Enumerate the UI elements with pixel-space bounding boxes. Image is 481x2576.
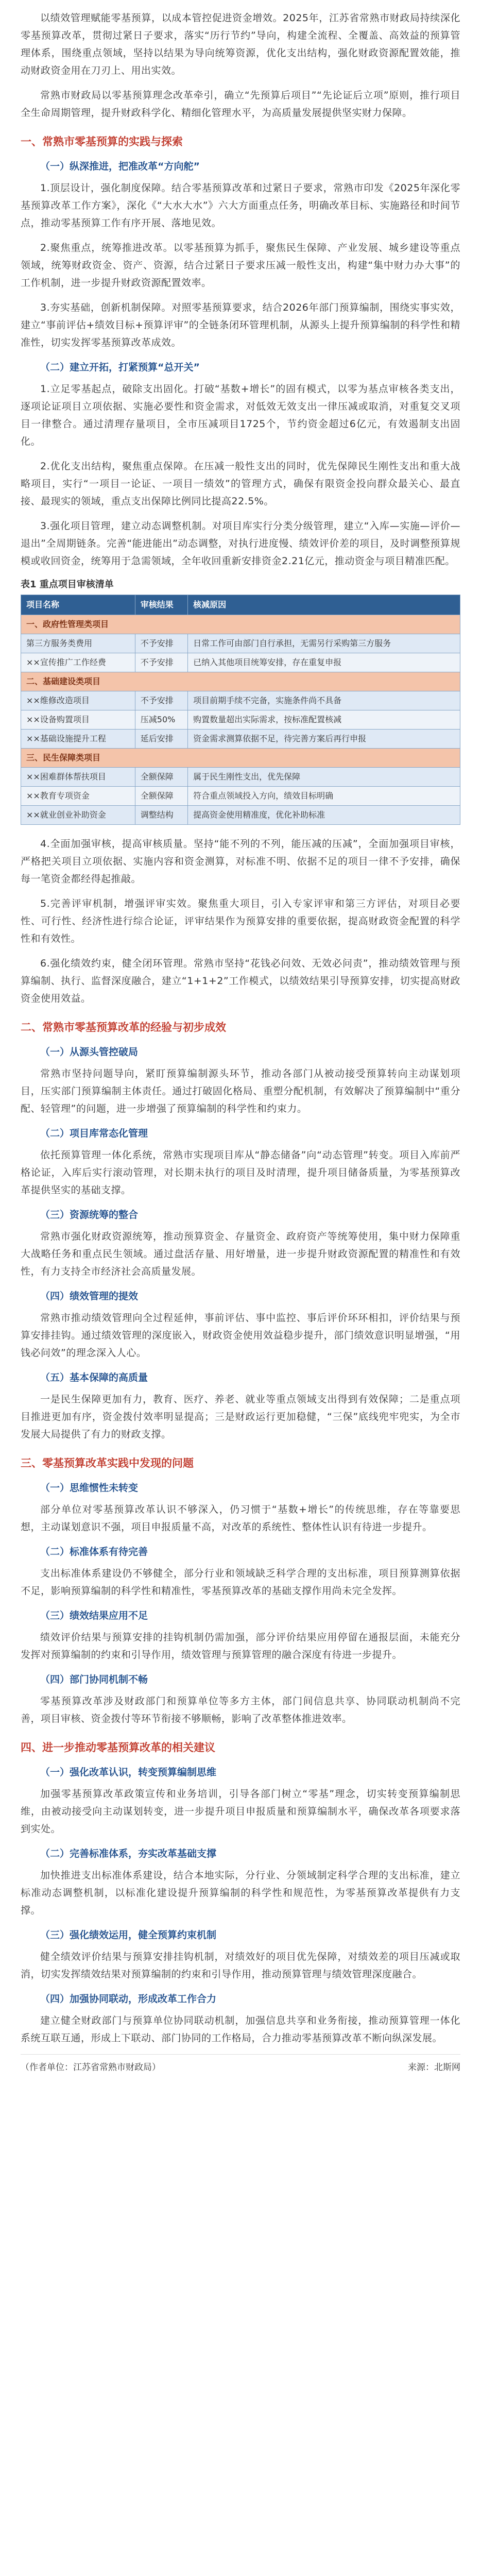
subsection-heading: （五）基本保障的高质量 xyxy=(40,1372,148,1383)
body-paragraph: 常熟市强化财政资源统筹，推动预算资金、存量资金、政府资产等统筹使用，集中财力保障重大战略任务和重点民生领域。通过盘活存量、用好增量，进一步提升财政资源配置的精准性和有效性，有力支持全市经济社会高质量发展。 xyxy=(21,1231,460,1277)
cell-project: 第三方服务类费用 xyxy=(21,634,135,653)
cell-project: ××困难群体帮扶项目 xyxy=(21,768,135,787)
source-credit: 来源：北斯网 xyxy=(408,2062,460,2073)
body-paragraph: 3.强化项目管理，建立动态调整机制。对项目库实行分类分级管理，建立“入库—实施—评价—退出”全周期链条。完善“能进能出”动态调整，对执行进度慢、绩效评价差的项目，及时调整预算规模或收回资金，统筹用于急需领域，全年收回重新安排资金2.21亿元，推动资金与项目精准匹配。 xyxy=(21,520,460,567)
column-header: 核减原因 xyxy=(188,595,460,615)
body-paragraph: 加快推进支出标准体系建设，结合本地实际，分行业、分领域制定科学合理的支出标准，建立标准动态调整机制，以标准化建设提升预算编制的科学性和规范性，为零基预算改革提供有力支撑。 xyxy=(21,1870,460,1916)
subsection-heading: （一）纵深推进，把准改革“方向舵” xyxy=(40,161,200,172)
section-heading: 二、常熟市零基预算改革的经验与初步成效 xyxy=(21,1021,226,1033)
section-heading: 四、进一步推动零基预算改革的相关建议 xyxy=(21,1741,215,1754)
subsection-heading: （四）加强协同联动，形成改革工作合力 xyxy=(40,1993,217,2005)
cell-reason: 项目前期手续不完备，实施条件尚不具备 xyxy=(188,691,460,710)
cell-reason: 已纳入其他项目统筹安排，存在重复申报 xyxy=(188,653,460,672)
column-header: 项目名称 xyxy=(21,595,135,615)
cell-reason: 日常工作可由部门自行承担，无需另行采购第三方服务 xyxy=(188,634,460,653)
body-paragraph: 4.全面加强审核，提高审核质量。坚持“能不列的不列，能压减的压减”，全面加强项目审核，严格把关项目立项依据、实施内容和资金测算，对标准不明、依据不足的项目一律不予安排，确保每一笔资金都经得起推敲。 xyxy=(21,838,460,885)
body-paragraph: 6.强化绩效约束，健全闭环管理。常熟市坚持“花钱必问效、无效必问责”，推动绩效管理与预算编制、执行、监督深度融合，建立“1+1+2”工作模式，以绩效结果引导预算安排，切实提高财政资金使用效益。 xyxy=(21,958,460,1004)
article-footer xyxy=(21,2054,460,2073)
table-row xyxy=(21,806,460,825)
cell-reason: 符合重点领域投入方向，绩效目标明确 xyxy=(188,787,460,806)
intro-paragraph: 以绩效管理赋能零基预算，以成本管控促进资金增效。2025年，江苏省常熟市财政局持续深化零基预算改革，贯彻过紧日子要求，落实“历行节约”导向，构建全流程、全覆盖、高效益的预算管理体系，围绕重点领域，坚持以结果为导向统筹资源，优化支出结构，强化财政资源配置效能，推动财政资金用在刀刃上、用出实效。 xyxy=(21,12,460,76)
table-row xyxy=(21,787,460,806)
group-label: 一、政府性管理类项目 xyxy=(21,615,460,634)
cell-reason: 属于民生刚性支出，优先保障 xyxy=(188,768,460,787)
table-group-row xyxy=(21,749,460,768)
body-paragraph: 2.聚焦重点，统筹推进改革。以零基预算为抓手，聚焦民生保障、产业发展、城乡建设等重点领域，统筹财政资金、资产、资源，结合过紧日子要求压减一般性支出，构建“集中财力办大事”的工作机制，进一步提升财政资源配置效率。 xyxy=(21,242,460,289)
cell-reason: 资金需求测算依据不足，待完善方案后再行申报 xyxy=(188,730,460,749)
cell-project: ××设备购置项目 xyxy=(21,710,135,730)
intro-paragraph: 常熟市财政局以零基预算理念改革牵引，确立“先预算后项目”“先论证后立项”原则，推行项目全生命周期管理，提升财政科学化、精细化管理水平，为高质量发展提供坚实财力保障。 xyxy=(21,90,460,118)
cell-result: 不予安排 xyxy=(135,691,187,710)
body-paragraph: 5.完善评审机制，增强评审实效。聚焦重大项目，引入专家评审和第三方评估，对项目必要性、可行性、经济性进行综合论证，评审结果作为预算安排的重要依据，提高财政资金配置的科学性和有效性。 xyxy=(21,898,460,944)
subsection-heading: （一）从源头管控破局 xyxy=(40,1046,139,1058)
body-paragraph: 加强零基预算改革政策宣传和业务培训，引导各部门树立“零基”理念，切实转变预算编制思维，由被动接受向主动谋划转变，进一步提升项目申报质量和预算编制水平，确保改革各项要求落到实处。 xyxy=(21,1788,460,1835)
table-group-row xyxy=(21,672,460,691)
table-row xyxy=(21,691,460,710)
body-paragraph: 常熟市推动绩效管理向全过程延伸，事前评估、事中监控、事后评价环环相扣，评价结果与预算安排挂钩。通过绩效管理的深度嵌入，财政资金使用效益稳步提升，部门绩效意识明显增强，“用钱必问效”的理念深入人心。 xyxy=(21,1312,460,1359)
cell-project: ××维修改造项目 xyxy=(21,691,135,710)
body-paragraph: 一是民生保障更加有力，教育、医疗、养老、就业等重点领域支出得到有效保障；二是重点项目推进更加有序，资金拨付效率明显提高；三是财政运行更加稳健，“三保”底线兜牢兜实，为全市发展大局提供了有力的财政支撑。 xyxy=(21,1394,460,1440)
cell-result: 全额保障 xyxy=(135,787,187,806)
cell-result: 调整结构 xyxy=(135,806,187,825)
body-paragraph: 1.顶层设计，强化制度保障。结合零基预算改革和过紧日子要求，常熟市印发《2025年深化零基预算改革工作方案》，深化《“大水大水”》六大方面重点任务，明确改革目标、实施路径和时间节点，推动零基预算工作有序开展、落地见效。 xyxy=(21,182,460,229)
subsection-heading: （三）强化绩效运用，健全预算约束机制 xyxy=(40,1929,217,1941)
table-row xyxy=(21,710,460,730)
body-paragraph: 支出标准体系建设仍不够健全，部分行业和领域缺乏科学合理的支出标准，项目预算测算依据不足，影响预算编制的科学性和精准性，零基预算改革的基础支撑作用尚未完全发挥。 xyxy=(21,1568,460,1597)
table-row xyxy=(21,730,460,749)
group-label: 二、基础建设类项目 xyxy=(21,672,460,691)
cell-project: ××就业创业补助资金 xyxy=(21,806,135,825)
body-paragraph: 部分单位对零基预算改革认识不够深入，仍习惯于“基数+增长”的传统思维，存在等靠要思想，主动谋划意识不强，项目申报质量不高，对改革的系统性、整体性认识有待进一步提升。 xyxy=(21,1504,460,1533)
author-affiliation: （作者单位：江苏省常熟市财政局） xyxy=(21,2062,161,2073)
project-review-table xyxy=(21,595,460,825)
body-paragraph: 2.优化支出结构，聚焦重点保障。在压减一般性支出的同时，优先保障民生刚性支出和重大战略项目，实行“一项目一论证、一项目一绩效”的管理方式，确保有限资金投向群众最关心、最直接、最现实的领域，重点支出保障比例同比提高22.5%。 xyxy=(21,461,460,507)
table-row xyxy=(21,768,460,787)
cell-reason: 购置数量超出实际需求，按标准配置核减 xyxy=(188,710,460,730)
cell-result: 延后安排 xyxy=(135,730,187,749)
subsection-heading: （二）项目库常态化管理 xyxy=(40,1128,148,1139)
group-label: 三、民生保障类项目 xyxy=(21,749,460,768)
subsection-heading: （四）绩效管理的提效 xyxy=(40,1291,139,1302)
table-header-row xyxy=(21,595,460,615)
cell-result: 不予安排 xyxy=(135,634,187,653)
body-paragraph: 常熟市坚持问题导向，紧盯预算编制源头环节，推动各部门从被动接受预算转向主动谋划项目，压实部门预算编制主体责任。通过打破固化格局、重塑分配机制，有效解决了预算编制中“重分配、轻管理”的问题，进一步增强了预算编制的科学性和约束力。 xyxy=(21,1068,460,1114)
table-group-row xyxy=(21,615,460,634)
cell-reason: 提高资金使用精准度，优化补助标准 xyxy=(188,806,460,825)
subsection-heading: （四）部门协同机制不畅 xyxy=(40,1674,148,1685)
table-row xyxy=(21,653,460,672)
subsection-heading: （二）建立开拓，打紧预算“总开关” xyxy=(40,362,200,373)
body-paragraph: 3.夯实基础，创新机制保障。对照零基预算要求，结合2026年部门预算编制，围绕实事实效，建立“事前评估+绩效目标+预算评审”的全链条闭环管理机制，从源头上提升预算编制的科学性和精准性，切实发挥零基预算改革成效。 xyxy=(21,302,460,348)
cell-result: 不予安排 xyxy=(135,653,187,672)
section-heading: 三、零基预算改革实践中发现的问题 xyxy=(21,1457,194,1469)
table-row xyxy=(21,634,460,653)
column-header: 审核结果 xyxy=(135,595,187,615)
subsection-heading: （三）绩效结果应用不足 xyxy=(40,1610,148,1621)
section-heading: 一、常熟市零基预算的实践与探索 xyxy=(21,135,183,148)
table-caption: 表1 重点项目审核清单 xyxy=(21,579,114,590)
cell-result: 全额保障 xyxy=(135,768,187,787)
cell-project: ××教育专项资金 xyxy=(21,787,135,806)
body-paragraph: 依托预算管理一体化系统，常熟市实现项目库从“静态储备”向“动态管理”转变。项目入库前严格论证，入库后实行滚动管理，对长期未执行的项目及时清理，提升项目储备质量，为零基预算改革提供坚实的基础支撑。 xyxy=(21,1149,460,1196)
body-paragraph: 健全绩效评价结果与预算安排挂钩机制，对绩效好的项目优先保障，对绩效差的项目压减或取消，切实发挥绩效结果对预算编制的约束和引导作用，推动预算管理与绩效管理深度融合。 xyxy=(21,1951,460,1980)
body-paragraph: 建立健全财政部门与预算单位协同联动机制，加强信息共享和业务衔接，推动预算管理一体化系统互联互通，形成上下联动、部门协同的工作格局，合力推动零基预算改革不断向纵深发展。 xyxy=(21,2015,460,2044)
body-paragraph: 零基预算改革涉及财政部门和预算单位等多方主体，部门间信息共享、协同联动机制尚不完善，项目审核、资金拨付等环节衔接不够顺畅，影响了改革整体推进效率。 xyxy=(21,1696,460,1724)
cell-project: ××基础设施提升工程 xyxy=(21,730,135,749)
cell-project: ××宣传推广工作经费 xyxy=(21,653,135,672)
subsection-heading: （三）资源统筹的整合 xyxy=(40,1209,139,1221)
subsection-heading: （二）标准体系有待完善 xyxy=(40,1546,148,1557)
subsection-heading: （一）思维惯性未转变 xyxy=(40,1482,139,1494)
body-paragraph: 绩效评价结果与预算安排的挂钩机制仍需加强，部分评价结果应用停留在通报层面，未能充分发挥对预算编制的约束和引导作用，绩效管理与预算管理的融合深度有待进一步提升。 xyxy=(21,1632,460,1660)
subsection-heading: （一）强化改革认识，转变预算编制思维 xyxy=(40,1767,217,1778)
cell-result: 压减50% xyxy=(135,710,187,730)
subsection-heading: （二）完善标准体系，夯实改革基础支撑 xyxy=(40,1848,217,1859)
body-paragraph: 1.立足零基起点，破除支出固化。打破“基数+增长”的固有模式，以零为基点审核各类支出，逐项论证项目立项依据、实施必要性和资金需求，对低效无效支出一律压减或取消，对重复交叉项目一律整合。通过清理存量项目，全市压减项目1725个，节约资金超过6亿元，有效遏制支出固化。 xyxy=(21,383,460,447)
